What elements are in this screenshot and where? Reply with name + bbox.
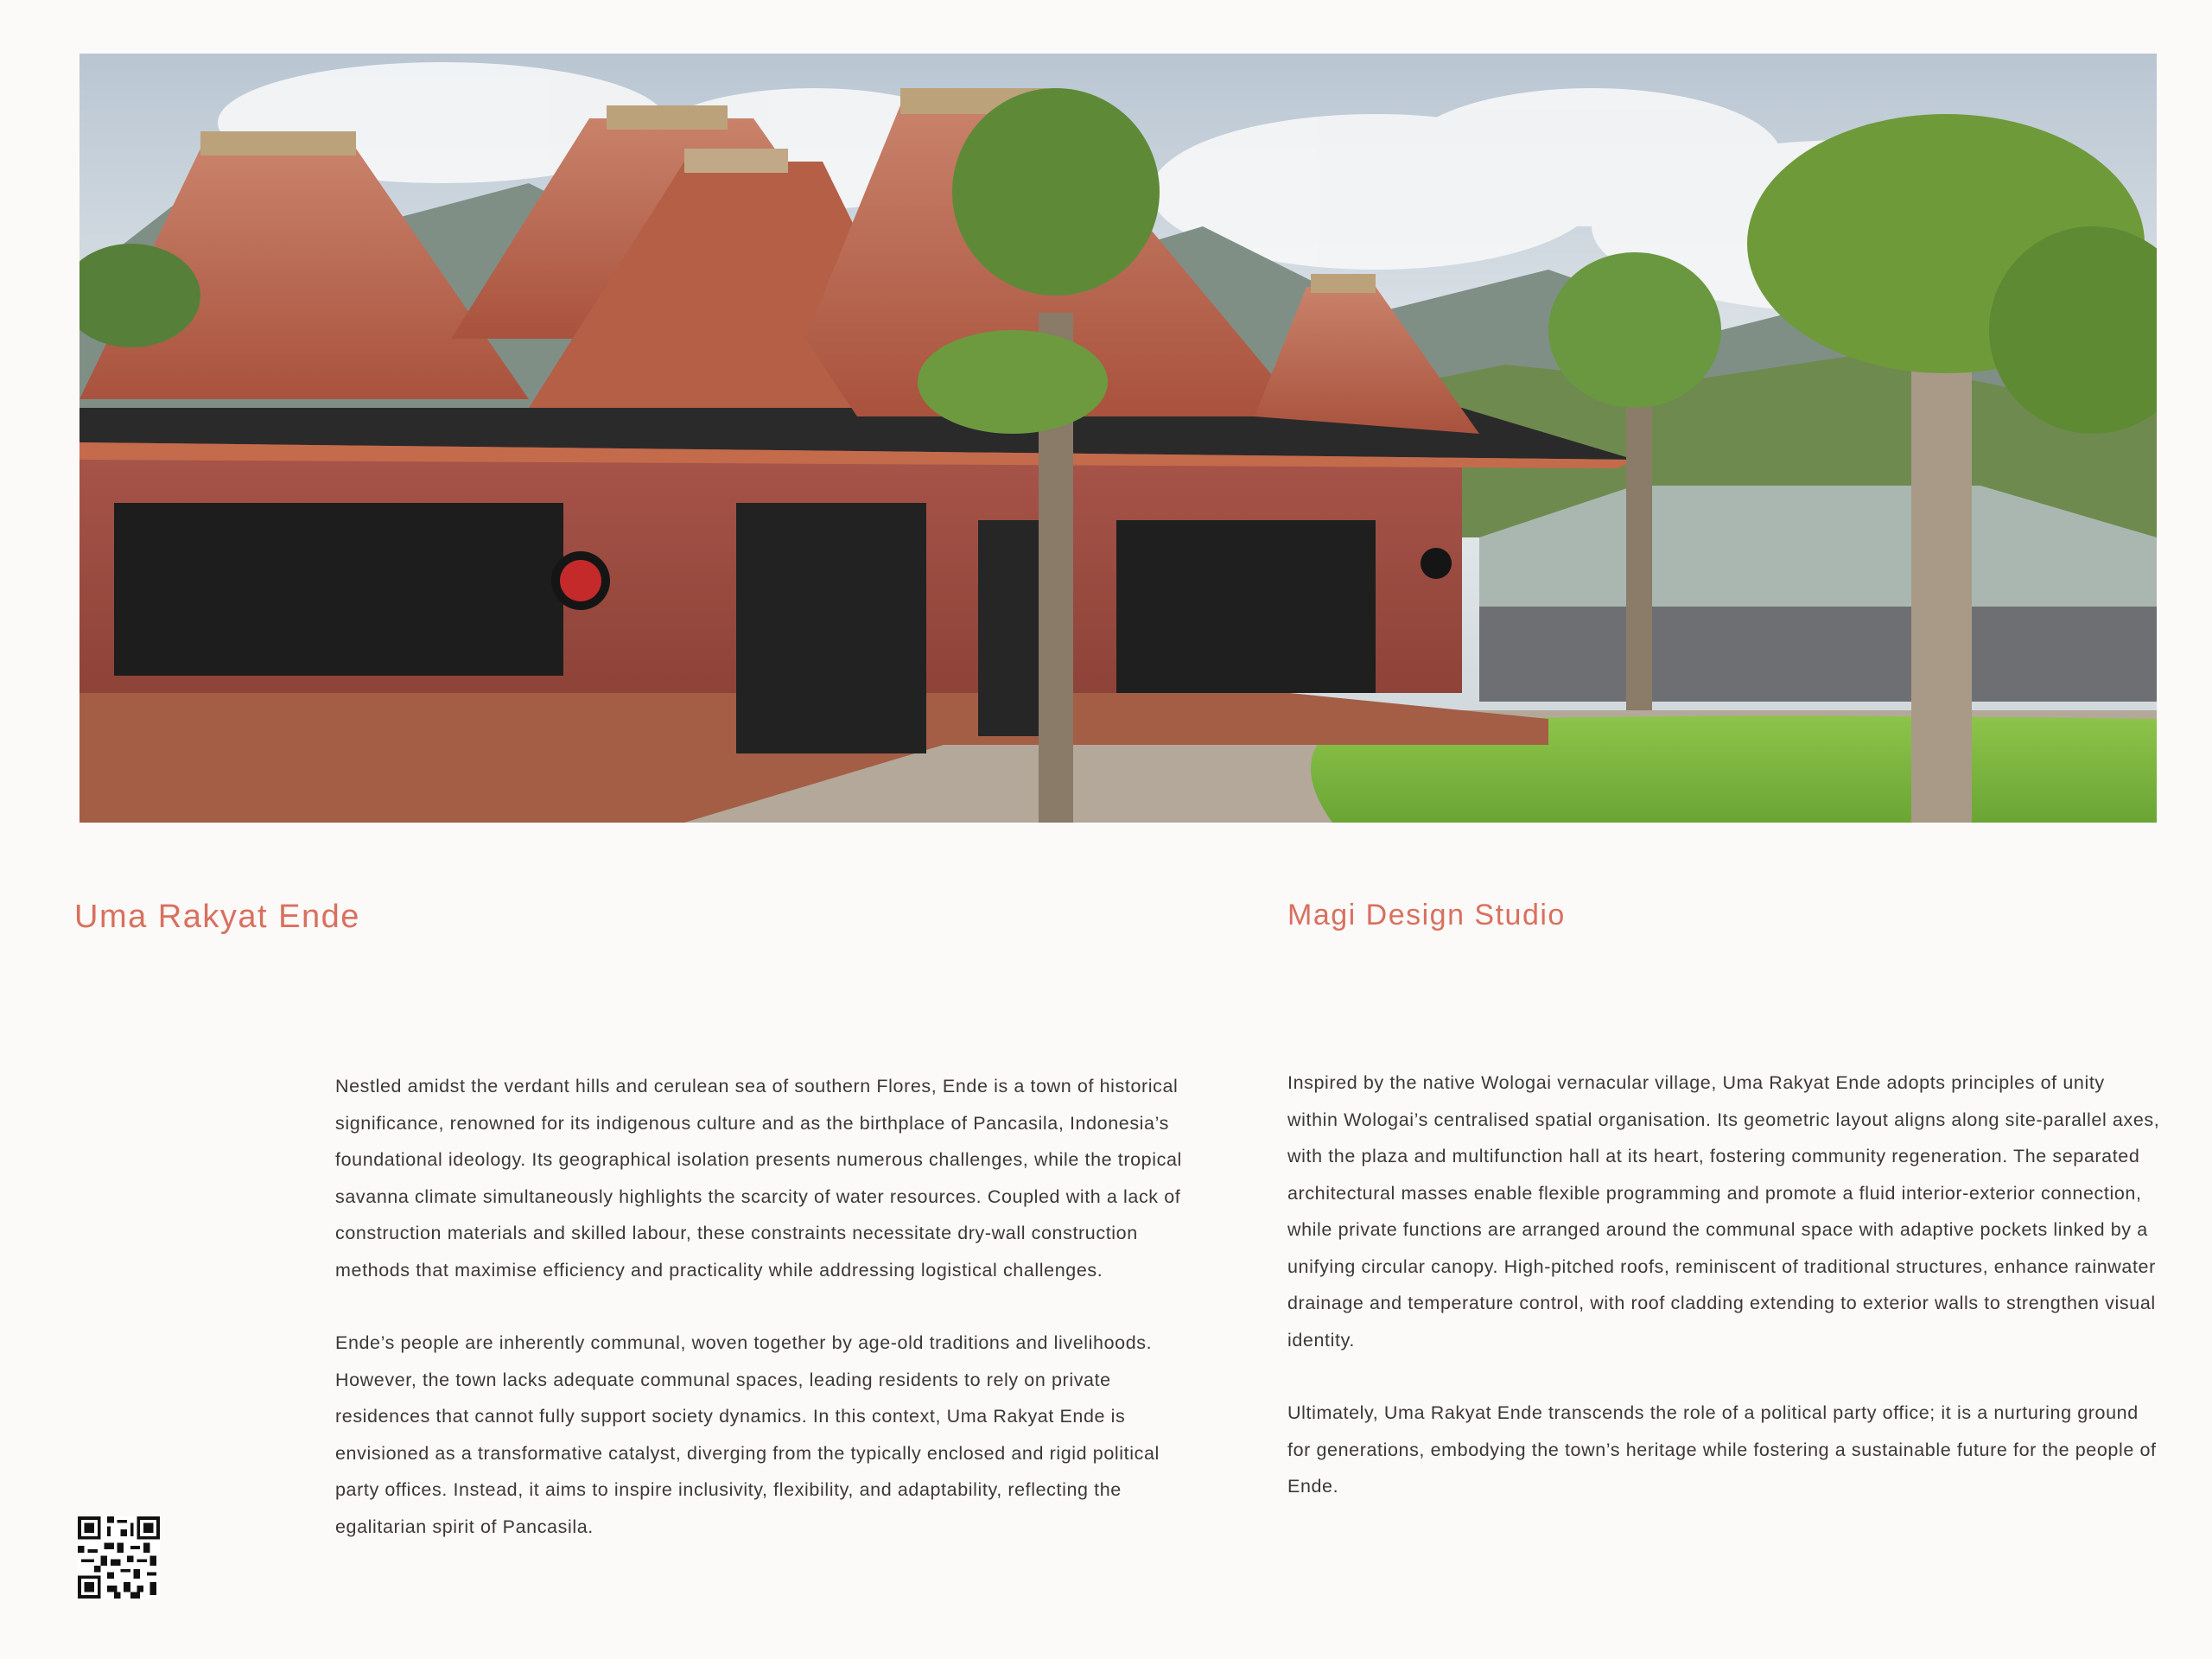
project-title: Uma Rakyat Ende — [74, 899, 360, 935]
building-photo — [79, 54, 2157, 823]
right-paragraph-1: Inspired by the native Wologai vernacular village, Uma Rakyat Ende adopts principles of unity within Wologai’s centralised spatial organisation. Its geometric layout aligns along site-parallel axes, with the plaza and multifunction hall at its heart, fostering community regeneration. The separated architectural masses enable flexible programming and promote a fluid interior-exterior connection, while private functions are arranged around the communal space with adaptive pockets linked by a unifying circular canopy. High-pitched roofs, reminiscent of traditional structures, enhance rainwater drainage and temperature control, with roof cladding extending to exterior walls to strengthen visual identity. — [1287, 1072, 2160, 1351]
right-text-column — [1287, 1065, 2160, 1541]
left-text-column — [335, 1068, 1208, 1581]
left-paragraph-2: Ende’s people are inherently communal, woven together by age-old traditions and livelihoods. However, the town lacks adequate communal spaces, leading residents to rely on private residences that cannot fully support society dynamics. In this context, Uma Rakyat Ende is envisioned as a transformative catalyst, diverging from the typically enclosed and rigid political party offices. Instead, it aims to inspire inclusivity, flexibility, and adaptability, reflecting the egalitarian spirit of Pancasila. — [335, 1332, 1160, 1537]
building-photo-illustration — [79, 54, 2157, 823]
studio-name: Magi Design Studio — [1287, 899, 1566, 931]
left-paragraph-1: Nestled amidst the verdant hills and cerulean sea of southern Flores, Ende is a town of historical significance, renowned for its indigenous culture and as the birthplace of Pancasila, Indonesia’s foundational ideology. Its geographical isolation presents numerous challenges, while the tropical savanna climate simultaneously highlights the scarcity of water resources. Coupled with a lack of construction materials and skilled labour, these constraints necessitate dry-wall construction methods that maximise efficiency and practicality while addressing logistical challenges. — [335, 1076, 1182, 1281]
qr-code-icon[interactable] — [78, 1516, 160, 1599]
right-paragraph-2: Ultimately, Uma Rakyat Ende transcends the role of a political party office; it is a nurturing ground for generations, embodying the town’s heritage while fostering a sustainable future for the people of Ende. — [1287, 1402, 2157, 1497]
qr-code-graphic — [78, 1516, 160, 1599]
